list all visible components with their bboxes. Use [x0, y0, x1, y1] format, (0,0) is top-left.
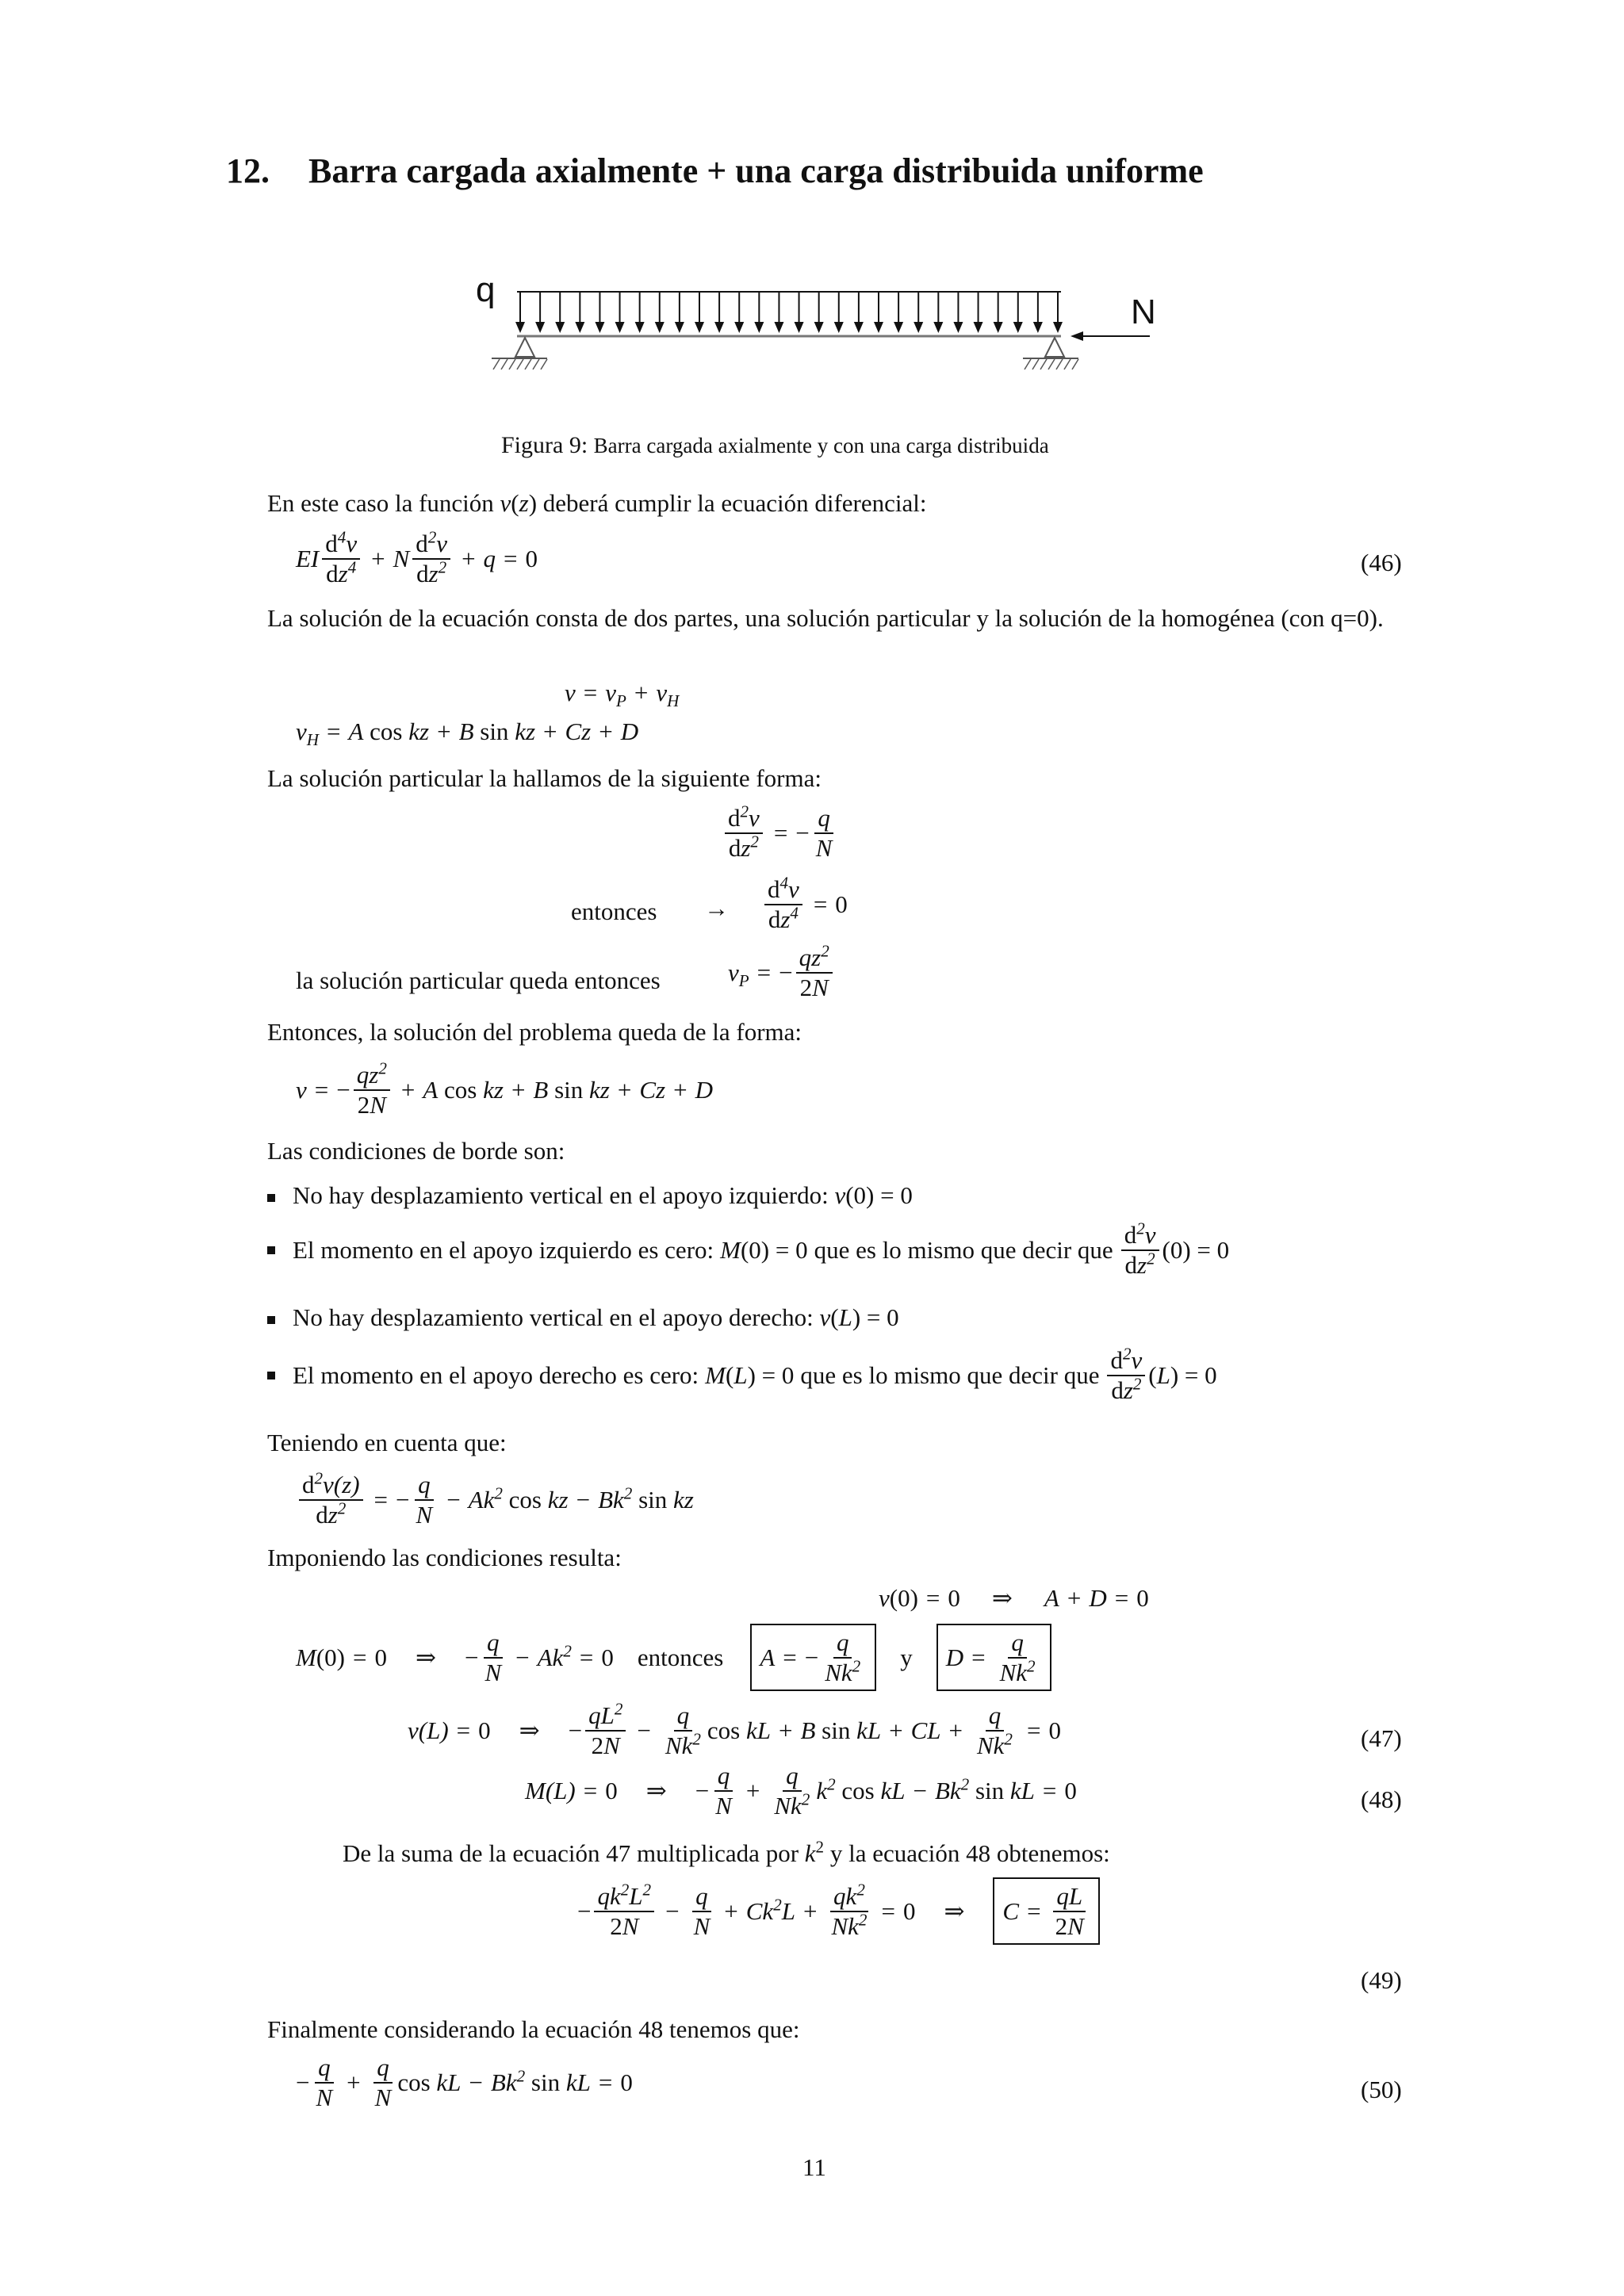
caption-text: Barra cargada axialmente y con una carga distribuida — [593, 434, 1049, 457]
border-intro: Las condiciones de borde son: — [267, 1137, 565, 1165]
load-arrowhead — [555, 322, 565, 333]
solution-paragraph: La solución de la ecuación consta de dos partes, una solución particular y la solución de la homogénea (con q=0). — [267, 604, 1384, 632]
load-arrowhead — [754, 322, 764, 333]
load-arrowhead — [535, 322, 545, 333]
eq-number-46: (46) — [1361, 549, 1402, 576]
eq-second-derivative: $\frac{d^2v(z)}{dz^2}$ = − $\frac{q}{N}$ − Ak$^2$ cos kz − Bk$^2$ sin kz — [296, 1471, 694, 1529]
load-arrowhead — [1053, 322, 1063, 333]
load-arrowhead — [974, 322, 983, 333]
eq-number-50: (50) — [1361, 2076, 1402, 2103]
right-hatch — [1025, 359, 1078, 369]
boxed-A: A = − $\frac{q}{Nk^2}$ — [750, 1624, 876, 1691]
load-arrowhead — [953, 322, 963, 333]
eq-vH: $v_H$ = A cos kz + B sin kz + Cz + D — [296, 718, 639, 750]
finally-label: Finalmente considerando la ecuación 48 tenemos que: — [267, 2015, 800, 2043]
bullet-icon — [267, 1372, 275, 1380]
eq-number-48: (48) — [1361, 1785, 1402, 1813]
load-arrowhead — [814, 322, 824, 333]
load-arrowhead — [595, 322, 604, 333]
load-arrowhead — [655, 322, 665, 333]
label-q: q — [476, 270, 496, 309]
intro-line: En este caso la función v(z) deberá cumplir la ecuación diferencial: — [267, 489, 927, 517]
page-number: 11 — [802, 2153, 826, 2181]
eq-v-sum: v = $v_P$ + $v_H$ — [565, 679, 680, 711]
eq-vP: $v_P$ = − $\frac{qz^2}{2N}$ — [728, 943, 836, 1001]
load-arrowhead — [1033, 322, 1043, 333]
eq-particular-2: $\frac{d^4v}{dz^4}$ = 0 — [761, 875, 848, 933]
beam-figure — [444, 262, 1174, 396]
eq-number-49: (49) — [1361, 1966, 1402, 1994]
load-arrowhead — [894, 322, 903, 333]
load-arrowhead — [635, 322, 645, 333]
equation-49: − $\frac{qk^2L^2}{2N}$ − $\frac{q}{N}$ + Ck$^2$L + $\frac{qk^2}{Nk^2}$ = 0 ⇒ C = $\frac{qL}{2N}$ — [577, 1877, 1100, 1945]
load-arrowhead — [734, 322, 744, 333]
bullet-bc1: No hay desplazamiento vertical en el apoyo izquierdo: v(0) = 0 — [267, 1180, 913, 1211]
left-support — [515, 338, 534, 357]
label-N: N — [1131, 293, 1156, 331]
form-intro: Entonces, la solución del problema queda de la forma: — [267, 1018, 802, 1046]
entonces-label: entonces — [571, 897, 657, 925]
bullet-icon — [267, 1194, 275, 1202]
bullet-bc4: El momento en el apoyo derecho es cero: M(L) = 0 que es lo mismo que decir que $\frac{d^2v}{dz^2}$ (L) = 0 — [267, 1346, 1217, 1404]
eq-v0: v (0) = 0 ⇒ A + D = 0 — [879, 1584, 1149, 1612]
load-arrowhead — [854, 322, 864, 333]
eq-M0: M (0) = 0 ⇒ − $\frac{q}{N}$ − Ak$^2$ = 0 entonces A = − $\frac{q}{Nk^2}$ y D = $\frac{q}{Nk^2}$ — [296, 1624, 1051, 1691]
load-arrowhead — [795, 322, 804, 333]
equation-50: − $\frac{q}{N}$ + $\frac{q}{N}$ cos kL − Bk$^2$ sin kL = 0 — [296, 2053, 633, 2111]
bullet-bc2: El momento en el apoyo izquierdo es cero: M(0) = 0 que es lo mismo que decir que $\frac{d^2v}{dz^2}$ (0) = 0 — [267, 1221, 1229, 1279]
load-arrowhead — [914, 322, 923, 333]
eq-number-47: (47) — [1361, 1724, 1402, 1752]
caption-prefix: Figura 9: — [501, 432, 588, 458]
boxed-D: D = $\frac{q}{Nk^2}$ — [936, 1624, 1051, 1691]
boxed-C: C = $\frac{qL}{2N}$ — [993, 1877, 1099, 1945]
section-heading — [226, 151, 1204, 191]
load-arrows — [515, 292, 1063, 333]
considering-label: Teniendo en cuenta que: — [267, 1429, 507, 1456]
section-title: Barra cargada axialmente + una carga distribuida uniforme — [308, 151, 1204, 190]
arrow-right-icon: → — [704, 894, 729, 922]
load-arrowhead — [615, 322, 625, 333]
figure-caption — [501, 432, 1049, 459]
section-number: 12. — [226, 151, 270, 190]
load-arrowhead — [834, 322, 844, 333]
bullet-bc3: No hay desplazamiento vertical en el apoyo derecho: v(L) = 0 — [267, 1302, 899, 1334]
bullet-icon — [267, 1316, 275, 1324]
left-hatch — [493, 359, 547, 369]
equation-47: v ( L ) = 0 ⇒ − $\frac{qL^2}{2N}$ − $\frac{q}{Nk^2}$ cos kL + B sin kL + CL + $\frac{q}{Nk^2}$ = 0 — [408, 1699, 1061, 1759]
load-arrowhead — [575, 322, 584, 333]
bullet-icon — [267, 1246, 275, 1254]
particular-intro: La solución particular la hallamos de la siguiente forma: — [267, 764, 822, 792]
right-support — [1045, 338, 1064, 357]
eq-particular-1: $\frac{d^2v}{dz^2}$ = − $\frac{q}{N}$ — [722, 804, 838, 862]
particular-result-label: la solución particular queda entonces — [296, 966, 661, 994]
load-arrowhead — [695, 322, 704, 333]
equation-46: EI $\frac{d^4v}{dz^4}$ + N $\frac{d^2v}{dz^2}$ + q = 0 — [296, 527, 538, 587]
sum-sentence: De la suma de la ecuación 47 multiplicada por $k^2$ y la ecuación 48 obtenemos: — [343, 1837, 1110, 1867]
load-arrowhead — [675, 322, 684, 333]
equation-48: M ( L ) = 0 ⇒ − $\frac{q}{N}$ + $\frac{q}{Nk^2}$ $k^2$ cos kL − Bk$^2$ sin kL = 0 — [525, 1762, 1077, 1820]
imposing-label: Imponiendo las condiciones resulta: — [267, 1544, 622, 1571]
load-arrowhead — [994, 322, 1003, 333]
load-arrowhead — [933, 322, 943, 333]
load-arrowhead — [774, 322, 783, 333]
eq-general-solution: v = − $\frac{qz^2}{2N}$ + A cos kz + B sin kz + Cz + D — [296, 1058, 713, 1119]
axial-force-arrowhead — [1071, 331, 1083, 341]
load-arrowhead — [515, 322, 525, 333]
load-arrowhead — [1013, 322, 1023, 333]
load-arrowhead — [714, 322, 724, 333]
load-arrowhead — [874, 322, 883, 333]
